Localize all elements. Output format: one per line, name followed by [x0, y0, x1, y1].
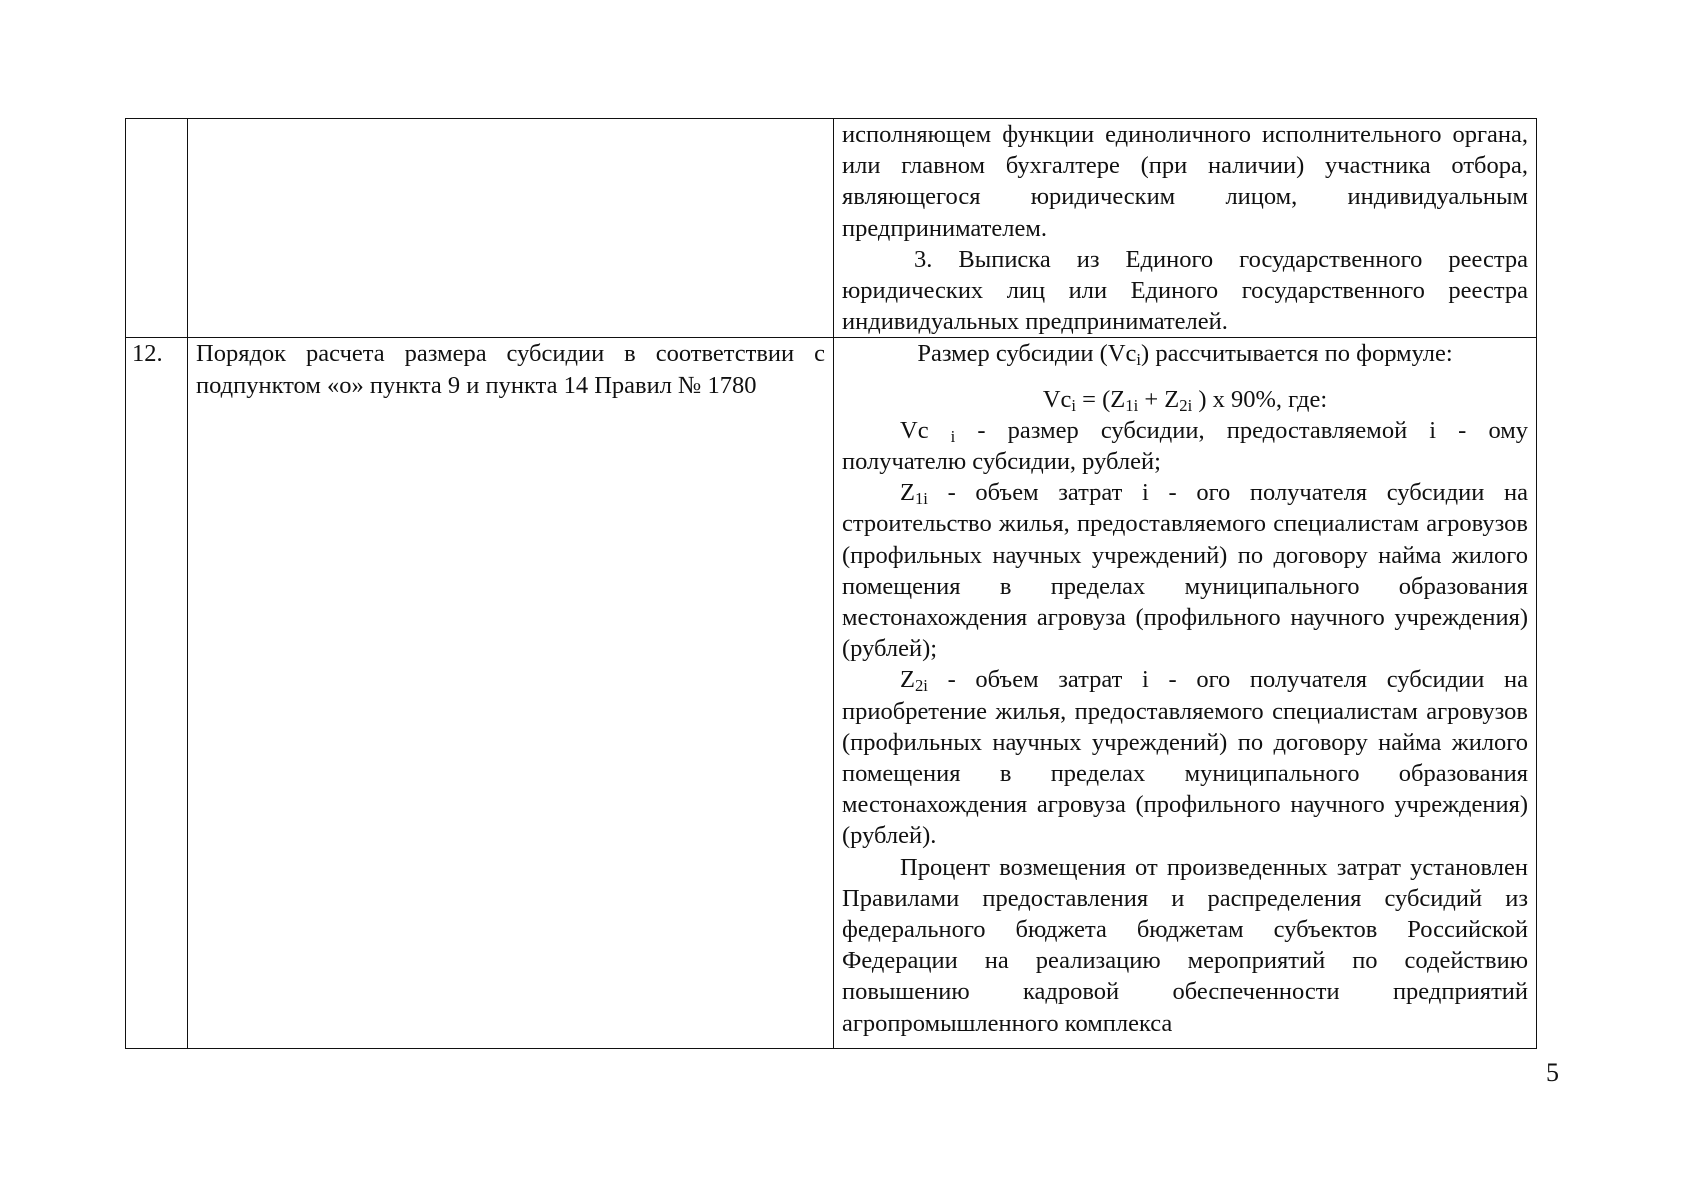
formula-intro: Размер субсидии $(Vc_i)$ рассчитывается по формуле:	[917, 340, 1453, 370]
row-content-cell	[834, 338, 1537, 1049]
table-row	[126, 338, 1537, 1049]
definition-z1: $Z_{1i}$ - объем затрат i - ого получателя субсидии на строительство жилья, предоставляемого специалистам агровузов (профильных научных учреждений) по договору найма жилого помещения в пределах муниципального образования местонахождения агровуза (профильного научного учреждения) (рублей);	[842, 479, 1528, 663]
definition-vc: Vc $_i$ - размер субсидии, предоставляемой i - ому получателю субсидии, рублей;	[842, 416, 1528, 476]
definition-z2: $Z_{2i}$ - объем затрат i - ого получателя субсидии на приобретение жилья, предоставляемого специалистам агровузов (профильных научных учреждений) по договору найма жилого помещения в пределах муниципального образования местонахождения агровуза (профильного научного учреждения) (рублей).	[842, 666, 1528, 850]
row-title-cell	[188, 119, 834, 338]
row-number-cell: 12.	[126, 338, 188, 1049]
row-title-cell: Порядок расчета размера субсидии в соответствии с подпунктом «о» пункта 9 и пункта 14 Правил № 1780	[188, 338, 834, 1049]
page-number: 5	[1546, 1058, 1559, 1087]
row-content-cell	[834, 119, 1537, 338]
formula: $Vc_i = (Z_{1i} + Z_{2i}$ ) x 90%, где:	[1042, 385, 1328, 415]
paragraph: 3. Выписка из Единого государственного реестра юридических лиц или Единого государственного реестра индивидуальных предпринимателей.	[842, 245, 1528, 336]
table-row	[126, 119, 1537, 338]
paragraph: Процент возмещения от произведенных затрат установлен Правилами предоставления и распределения субсидий из федерального бюджета бюджетам субъектов Российской Федерации на реализацию мероприятий по содействию повышению кадровой обеспеченности предприятий агропромышленного комплекса	[842, 853, 1528, 1037]
row-number-cell	[126, 119, 188, 338]
content-clip	[842, 338, 1528, 1048]
paragraph: исполняющем функции единоличного исполнительного органа, или главном бухгалтере (при наличии) участника отбора, являющегося юридическим лицом, индивидуальным предпринимателем.	[842, 121, 1528, 242]
subsidy-table	[125, 118, 1537, 1049]
